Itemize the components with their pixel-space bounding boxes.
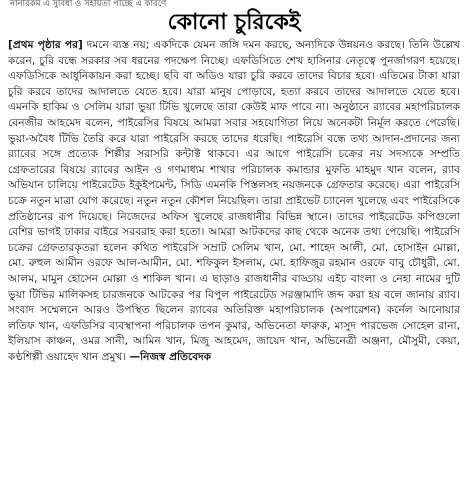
article-text: দমনে ব্যস্ত নয়; একদিকে যেমন জঙ্গি দমন করছে, অন্যদিকে উন্নয়নও করছে। তিনি উল্লেখ করেন, চুরি বন্ধে সরকার সব ধরনের পদক্ষেপ নিচ্ছে। এফডিসিতে শেখ হাসিনার নেতৃত্বে পুনর্জাগরণ হয়েছে। এফডিসিকে আধুনিকায়ন করা হচ্ছে। ছবি বা অডিও যারা চুরি করবে তাদের বিচার হবে। এতিমের টাকা যারা চুরি করবে তাদের আদালতে যেতে হবে। যারা মানুষ পোড়াবে, হত্যা করবে তাদের আদালতে যেতে হবে। এমনকি হাকিম ও সেলিম যারা ভুয়া টিভি খুলেছে তারা কেউই মাফ পাবে না। অনুষ্ঠানে র‍্যাবের মহাপরিচালক বেনজীর আহমেদ বলেন, পাইরেসির বিষয়ে আমরা সবার সহযোগিতা নিয়ে অনেকটা নির্মূল করতে পেরেছি। ভুয়া-অবৈধ টিভি তৈরি করে যারা পাইরেসি করছে তাদের ধরেছি। পাইরেসি বন্ধে তথ্য আদান-প্রদানের জন্য র‍্যাবের সঙ্গে প্রত্যেক শিল্পীর সরাসরি কন্টাক্ট থাকবে। এর আগে পাইরেসি চক্রের নয় সদস্যকে সম্প্রতি গ্রেফতারের বিষয়ে র‍্যাবের আইন ও গণমাধ্যম শাখার পরিচালক কমান্ডার মুফতি মাহমুদ খান বলেন, র‍্যাব অভিযান চালিয়ে পাইরেটেড ইকুইপমেন্ট, সিডি এমনকি পিস্তলসহ নয়জনকে গ্রেফতার করেছে। এরা পাইরেসি চক্রে নতুন মাত্রা যোগ করেছে। নতুন নতুন কৌশল নিয়েছিল। তারা প্রাইভেট চ্যানেল খুলেছে এবং পাইরেসিকে প্রতিষ্ঠানের রূপ দিয়েছে। নিজেদের অফিস খুলেছে রাজধানীর বিভিন্ন স্থানে। তাদের পাইরেটেড কপিগুলো বেশির ভাগই ঢাকার বাইরে সরবরাহ করা হতো। আমরা আটকদের কাছ থেকে অনেক তথ্য পেয়েছি। পাইরেসি চক্রের গ্রেফতারকৃতরা হলেন কথিত পাইরেসি সম্রাট সেলিম খান, মো. শাহেদ আলী, মো. হোসাইন মোল্লা, মো. রুহুল আমীন ওরফে আল-আমীন, মো. শফিকুল ইসলাম, মো. হাফিজুর রহমান ওরফে বাবু চৌধুরী, মো. আলম, মামুন হোসেন মোল্লা ও শাকিল খান। এ ছাড়াও রাজধানীর বাড্ডায় এইচ বাংলা ও নেহা নামের দুটি ভুয়া টিভির মালিকসহ চারজনকে আটকের পর বিপুল পাইরেটেড সরঞ্জামাদি জব্দ করা হয় বলে জানায় র‍্যাব। সংবাদ সম্মেলনে আরও উপস্থিত ছিলেন র‍্যাবের অতিরিক্ত মহাপরিচালক (অপারেশন) কর্নেল আনোয়ার লতিফ খান, এফডিসির ব্যবস্থাপনা পরিচালক তপন কুমার, অভিনেতা ফারুক, মাসুদ পারভেজ সোহেল রানা, ইলিয়াস কাঞ্চন, ওমর সানী, আমিন খান, মিজু আহমেদ, জায়েদ খান, অভিনেত্রী অঞ্জনা, মৌসুমী, কেয়া, কণ্ঠশিল্পী ওয়াহেদ খান প্রমুখ। bbox=[8, 39, 460, 363]
headline: কোনো চুরিকেই bbox=[167, 10, 301, 35]
previous-article-fragment: নানারকম এ সুবিধা ও সহায়তা পাচ্ছে এ কারণে bbox=[10, 0, 167, 9]
byline: —নিজস্ব প্রতিবেদক bbox=[129, 350, 212, 363]
article-paragraph bbox=[8, 38, 460, 365]
article-body bbox=[8, 38, 460, 484]
continuation-marker: [প্রথম পৃষ্ঠার পর] bbox=[8, 39, 83, 51]
